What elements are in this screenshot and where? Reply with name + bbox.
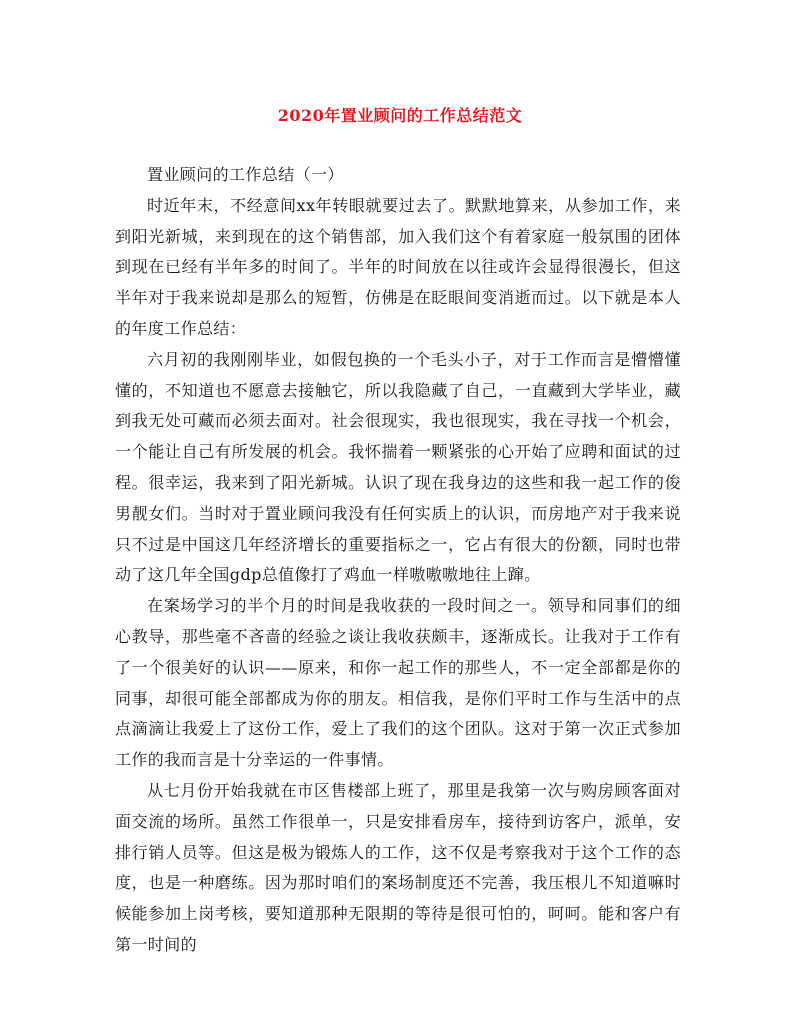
paragraph: 从七月份开始我就在市区售楼部上班了，那里是我第一次与购房顾客面对面交流的场所。虽然工作很单一，只是安排看房车，接待到访客户，派单，安排行销人员等。但这是极为锻炼人的工作，这不仅是考察我对于这个工作的态度，也是一种磨练。因为那时咱们的案场制度还不完善，我压根儿不知道嘛时候能参加上岗考核，要知道那种无限期的等待是很可怕的，呵呵。能和客户有第一时间的 [115,780,681,954]
paragraph: 在案场学习的半个月的时间是我收获的一段时间之一。领导和同事们的细心教导，那些毫不吝啬的经验之谈让我收获颇丰，逐渐成长。让我对于工作有了一个很美好的认识——原来，和你一起工作的那些人，不一定全部都是你的同事，却很可能全部都成为你的朋友。相信我，是你们平时工作与生活中的点点滴滴让我爱上了这份工作，爱上了我们的这个团队。这对于第一次正式参加工作的我而言是十分幸运的一件事情。 [115,596,681,770]
section-heading: 置业顾问的工作总结（一） [147,165,344,184]
document-body [115,160,681,961]
paragraph: 时近年末，不经意间xx年转眼就要过去了。默默地算来，从参加工作，来到阳光新城，来到现在的这个销售部，加入我们这个有着家庭一般氛围的团体到现在已经有半年多的时间了。半年的时间放在以往或许会显得很漫长，但这半年对于我来说却是那么的短暂，仿佛是在眨眼间变消逝而过。以下就是本人的年度工作总结： [115,195,681,338]
paragraph: 六月初的我刚刚毕业，如假包换的一个毛头小子，对于工作而言是懵懵懂懂的，不知道也不愿意去接触它，所以我隐藏了自己，一直藏到大学毕业，藏到我无处可藏而必须去面对。社会很现实，我也很现实，我在寻找一个机会，一个能让自己有所发展的机会。我怀揣着一颗紧张的心开始了应聘和面试的过程。很幸运，我来到了阳光新城。认识了现在我身边的这些和我一起工作的俊男靓女们。当时对于置业顾问我没有任何实质上的认识，而房地产对于我来说只不过是中国这几年经济增长的重要指标之一，它占有很大的份额，同时也带动了这几年全国gdp总值像打了鸡血一样嗷嗷嗷地往上蹿。 [115,349,681,585]
document-title: 2020年置业顾问的工作总结范文 [277,106,523,125]
